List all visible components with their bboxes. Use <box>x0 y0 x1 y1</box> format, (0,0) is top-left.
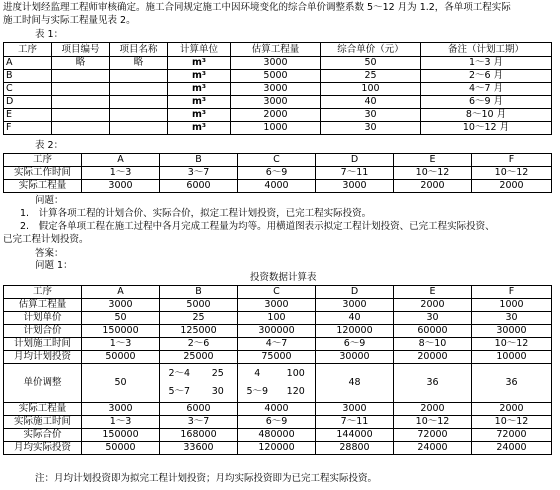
table-cell: 25 <box>321 70 421 83</box>
table-cell: 75000 <box>238 351 316 364</box>
table-cell: 2000 <box>394 180 472 193</box>
table-cell: 3～7 <box>160 416 238 429</box>
table-cell: 7～11 <box>316 167 394 180</box>
table-cell: 2～6 <box>160 338 238 351</box>
table-cell: 20000 <box>394 351 472 364</box>
table-cell: 168000 <box>160 429 238 442</box>
table-cell: 7～11 <box>316 416 394 429</box>
table-header-row <box>4 43 552 57</box>
table-cell: 150000 <box>82 325 160 338</box>
table-cell: m³ <box>168 70 231 83</box>
split-value: 5～7 <box>168 386 191 397</box>
table-cell: 工序 <box>4 286 82 299</box>
answer-question-1: 问题 1： <box>35 260 73 271</box>
table-cell: 综合单价（元） <box>321 43 421 57</box>
table-row <box>4 416 552 429</box>
table-cell: 100 <box>321 83 421 96</box>
table-cell: 10～12 <box>394 416 472 429</box>
table-cell: 月均实际投资 <box>4 442 82 455</box>
table-cell: 10000 <box>472 351 552 364</box>
table-cell: 10～12 月 <box>421 122 552 135</box>
table-cell: 3000 <box>82 403 160 416</box>
table-cell: D <box>316 286 394 299</box>
table-cell: 1～3 <box>82 416 160 429</box>
table-cell: B <box>160 154 238 167</box>
table-row <box>4 96 552 109</box>
split-value: 30 <box>211 386 224 397</box>
split-value: 25 <box>211 368 224 379</box>
table-cell: 单价调整 <box>4 364 82 403</box>
table-cell: E <box>394 154 472 167</box>
table-cell: 4～7 月 <box>421 83 552 96</box>
table-row <box>4 429 552 442</box>
table-cell: 计算单位 <box>168 43 231 57</box>
table-cell: 计划合价 <box>4 325 82 338</box>
table-header-row <box>4 154 552 167</box>
table-cell: 3000 <box>316 299 394 312</box>
table-cell: 3000 <box>316 180 394 193</box>
question-2-line-2: 已完工程计划投资。 <box>3 234 89 245</box>
table-row <box>4 312 552 325</box>
table-cell: 4～7 <box>238 338 316 351</box>
table-header-row <box>4 286 552 299</box>
table-cell: 480000 <box>238 429 316 442</box>
table-cell: 6～9 月 <box>421 96 552 109</box>
table-cell: D <box>316 154 394 167</box>
table-cell: 50000 <box>82 442 160 455</box>
table-cell: 10～12 <box>472 338 552 351</box>
table-cell <box>52 96 110 109</box>
table-row <box>4 325 552 338</box>
table-cell <box>52 109 110 122</box>
table-cell: 1～3 月 <box>421 57 552 70</box>
table-cell: 24000 <box>472 442 552 455</box>
table-cell: 略 <box>110 57 168 70</box>
table-cell: 72000 <box>472 429 552 442</box>
table-cell: 项目编号 <box>52 43 110 57</box>
table-cell: 6000 <box>160 180 238 193</box>
table-cell: m³ <box>168 57 231 70</box>
table-cell: 48 <box>316 364 394 403</box>
table-row <box>4 83 552 96</box>
table-cell: 3000 <box>231 96 321 109</box>
split-value: 4 <box>254 368 261 379</box>
table-row <box>4 167 552 180</box>
split-value: 120 <box>286 386 305 397</box>
table-cell: 30 <box>321 122 421 135</box>
table-cell: 3000 <box>231 57 321 70</box>
split-cell <box>238 364 316 403</box>
intro-line-1: 进度计划经监理工程师审核确定。施工合同规定施工中因环境变化的综合单价调整系数 5～12 月为 1.2，各单项工程实际 <box>3 2 511 13</box>
table-cell <box>110 109 168 122</box>
table-cell: 28800 <box>316 442 394 455</box>
table-cell: A <box>82 154 160 167</box>
table-cell: m³ <box>168 122 231 135</box>
table-cell: 50 <box>82 312 160 325</box>
table-cell: 300000 <box>238 325 316 338</box>
table-cell: m³ <box>168 109 231 122</box>
table-cell <box>110 83 168 96</box>
table-cell: 25 <box>160 312 238 325</box>
table-cell: 月均计划投资 <box>4 351 82 364</box>
table-cell <box>110 96 168 109</box>
table-row <box>4 442 552 455</box>
table-cell: 6～9 <box>238 167 316 180</box>
table-row <box>4 180 552 193</box>
table-cell: 30 <box>472 312 552 325</box>
table-cell: 2000 <box>472 180 552 193</box>
table-cell: 36 <box>394 364 472 403</box>
table-cell: 实际施工时间 <box>4 416 82 429</box>
note: 注：月均计划投资即为拟完工程计划投资；月均实际投资即为已完工程实际投资。 <box>35 473 378 484</box>
table-cell <box>52 70 110 83</box>
unit-price-adjust-row <box>4 364 552 403</box>
table-cell: 6～9 <box>316 338 394 351</box>
table-cell: 120000 <box>316 325 394 338</box>
table-cell: 30 <box>394 312 472 325</box>
table-cell: 50 <box>82 364 160 403</box>
table-cell: E <box>394 286 472 299</box>
table-cell: 144000 <box>316 429 394 442</box>
table-cell: 30000 <box>472 325 552 338</box>
table1-caption: 表 1： <box>35 29 64 40</box>
table-cell: 计划单价 <box>4 312 82 325</box>
table-cell: 50 <box>321 57 421 70</box>
table-row <box>4 109 552 122</box>
table-cell: 估算工程量 <box>231 43 321 57</box>
answer-title: 答案： <box>35 248 64 259</box>
question-2-line-1: 2. 假定各单项工程在施工过程中各月完成工程量为均等。用横道图表示拟定工程计划投资、已完工程实际投资、 <box>20 221 495 232</box>
table-cell: 1000 <box>472 299 552 312</box>
table-cell: 10～12 <box>394 167 472 180</box>
table-cell: C <box>238 286 316 299</box>
table-cell <box>52 122 110 135</box>
table-cell: 计划施工时间 <box>4 338 82 351</box>
table-cell: 10～12 <box>472 416 552 429</box>
table-cell: 30000 <box>316 351 394 364</box>
table-row <box>4 70 552 83</box>
table-row <box>4 338 552 351</box>
table-cell: 工序 <box>4 43 52 57</box>
table-cell: 5000 <box>160 299 238 312</box>
table3-title: 投资数据计算表 <box>250 272 317 283</box>
split-row <box>160 365 237 383</box>
table-cell: 2000 <box>394 403 472 416</box>
table-row <box>4 351 552 364</box>
table-cell: 4000 <box>238 403 316 416</box>
table-3 <box>3 285 552 455</box>
split-value: 100 <box>286 368 305 379</box>
table-2 <box>3 153 552 193</box>
split-row <box>160 383 237 401</box>
table-cell: C <box>4 83 52 96</box>
table-cell: 略 <box>52 57 110 70</box>
table-cell: F <box>472 286 552 299</box>
table-row <box>4 57 552 70</box>
table-cell: 实际工程量 <box>4 403 82 416</box>
table-row <box>4 299 552 312</box>
table-cell: 备注（计划工期） <box>421 43 552 57</box>
table-cell: 2000 <box>394 299 472 312</box>
questions-title: 问题： <box>35 195 64 206</box>
split-row <box>238 383 315 401</box>
table-cell: B <box>160 286 238 299</box>
split-cell <box>160 364 238 403</box>
table-cell: 3000 <box>82 180 160 193</box>
table-cell: 100 <box>238 312 316 325</box>
table-cell: 3000 <box>231 83 321 96</box>
table-row <box>4 122 552 135</box>
table-cell <box>110 70 168 83</box>
table-cell: 125000 <box>160 325 238 338</box>
table-cell: 工序 <box>4 154 82 167</box>
table-cell: 50000 <box>82 351 160 364</box>
table-cell: 3～7 <box>160 167 238 180</box>
table-cell: 4000 <box>238 180 316 193</box>
table-cell: F <box>472 154 552 167</box>
table-cell: 估算工程量 <box>4 299 82 312</box>
split-value: 5～9 <box>246 386 269 397</box>
table-cell: 3000 <box>82 299 160 312</box>
table-cell: B <box>4 70 52 83</box>
table-cell: 72000 <box>394 429 472 442</box>
table-cell: 项目名称 <box>110 43 168 57</box>
table-cell: 6000 <box>160 403 238 416</box>
table-cell: 8～10 月 <box>421 109 552 122</box>
table-cell: A <box>4 57 52 70</box>
table-1 <box>3 42 552 135</box>
table-cell: 8～10 <box>394 338 472 351</box>
table-cell: D <box>4 96 52 109</box>
table-cell: 40 <box>316 312 394 325</box>
table-cell: 5000 <box>231 70 321 83</box>
table-cell: 3000 <box>316 403 394 416</box>
table-cell <box>110 122 168 135</box>
table-cell: 25000 <box>160 351 238 364</box>
table-cell: 实际工作时间 <box>4 167 82 180</box>
table-cell: m³ <box>168 83 231 96</box>
table-cell <box>52 83 110 96</box>
table-cell: m³ <box>168 96 231 109</box>
table-cell: 10～12 <box>472 167 552 180</box>
table-cell: 2000 <box>231 109 321 122</box>
table-cell: C <box>238 154 316 167</box>
intro-line-2: 施工时间与实际工程量见表 2。 <box>3 15 136 26</box>
split-value: 2～4 <box>168 368 191 379</box>
table-cell: 实际工程量 <box>4 180 82 193</box>
table-cell: 120000 <box>238 442 316 455</box>
table-cell: 6～9 <box>238 416 316 429</box>
table-cell: 实际合价 <box>4 429 82 442</box>
table-cell: 2～6 月 <box>421 70 552 83</box>
table-cell: 33600 <box>160 442 238 455</box>
table-cell: E <box>4 109 52 122</box>
table-cell: 36 <box>472 364 552 403</box>
table-cell: 2000 <box>472 403 552 416</box>
table-cell: 1～3 <box>82 338 160 351</box>
table-cell: 24000 <box>394 442 472 455</box>
question-1: 1. 计算各项工程的计划合价、实际合价，拟定工程计划投资，已完工程实际投资。 <box>20 208 372 219</box>
table-cell: A <box>82 286 160 299</box>
split-row <box>238 365 315 383</box>
table-cell: 30 <box>321 109 421 122</box>
table-cell: 60000 <box>394 325 472 338</box>
table-cell: 40 <box>321 96 421 109</box>
table-cell: 150000 <box>82 429 160 442</box>
table-cell: 1000 <box>231 122 321 135</box>
table-row <box>4 403 552 416</box>
table-cell: 3000 <box>238 299 316 312</box>
table-cell: F <box>4 122 52 135</box>
table2-caption: 表 2： <box>35 140 64 151</box>
table-cell: 1～3 <box>82 167 160 180</box>
